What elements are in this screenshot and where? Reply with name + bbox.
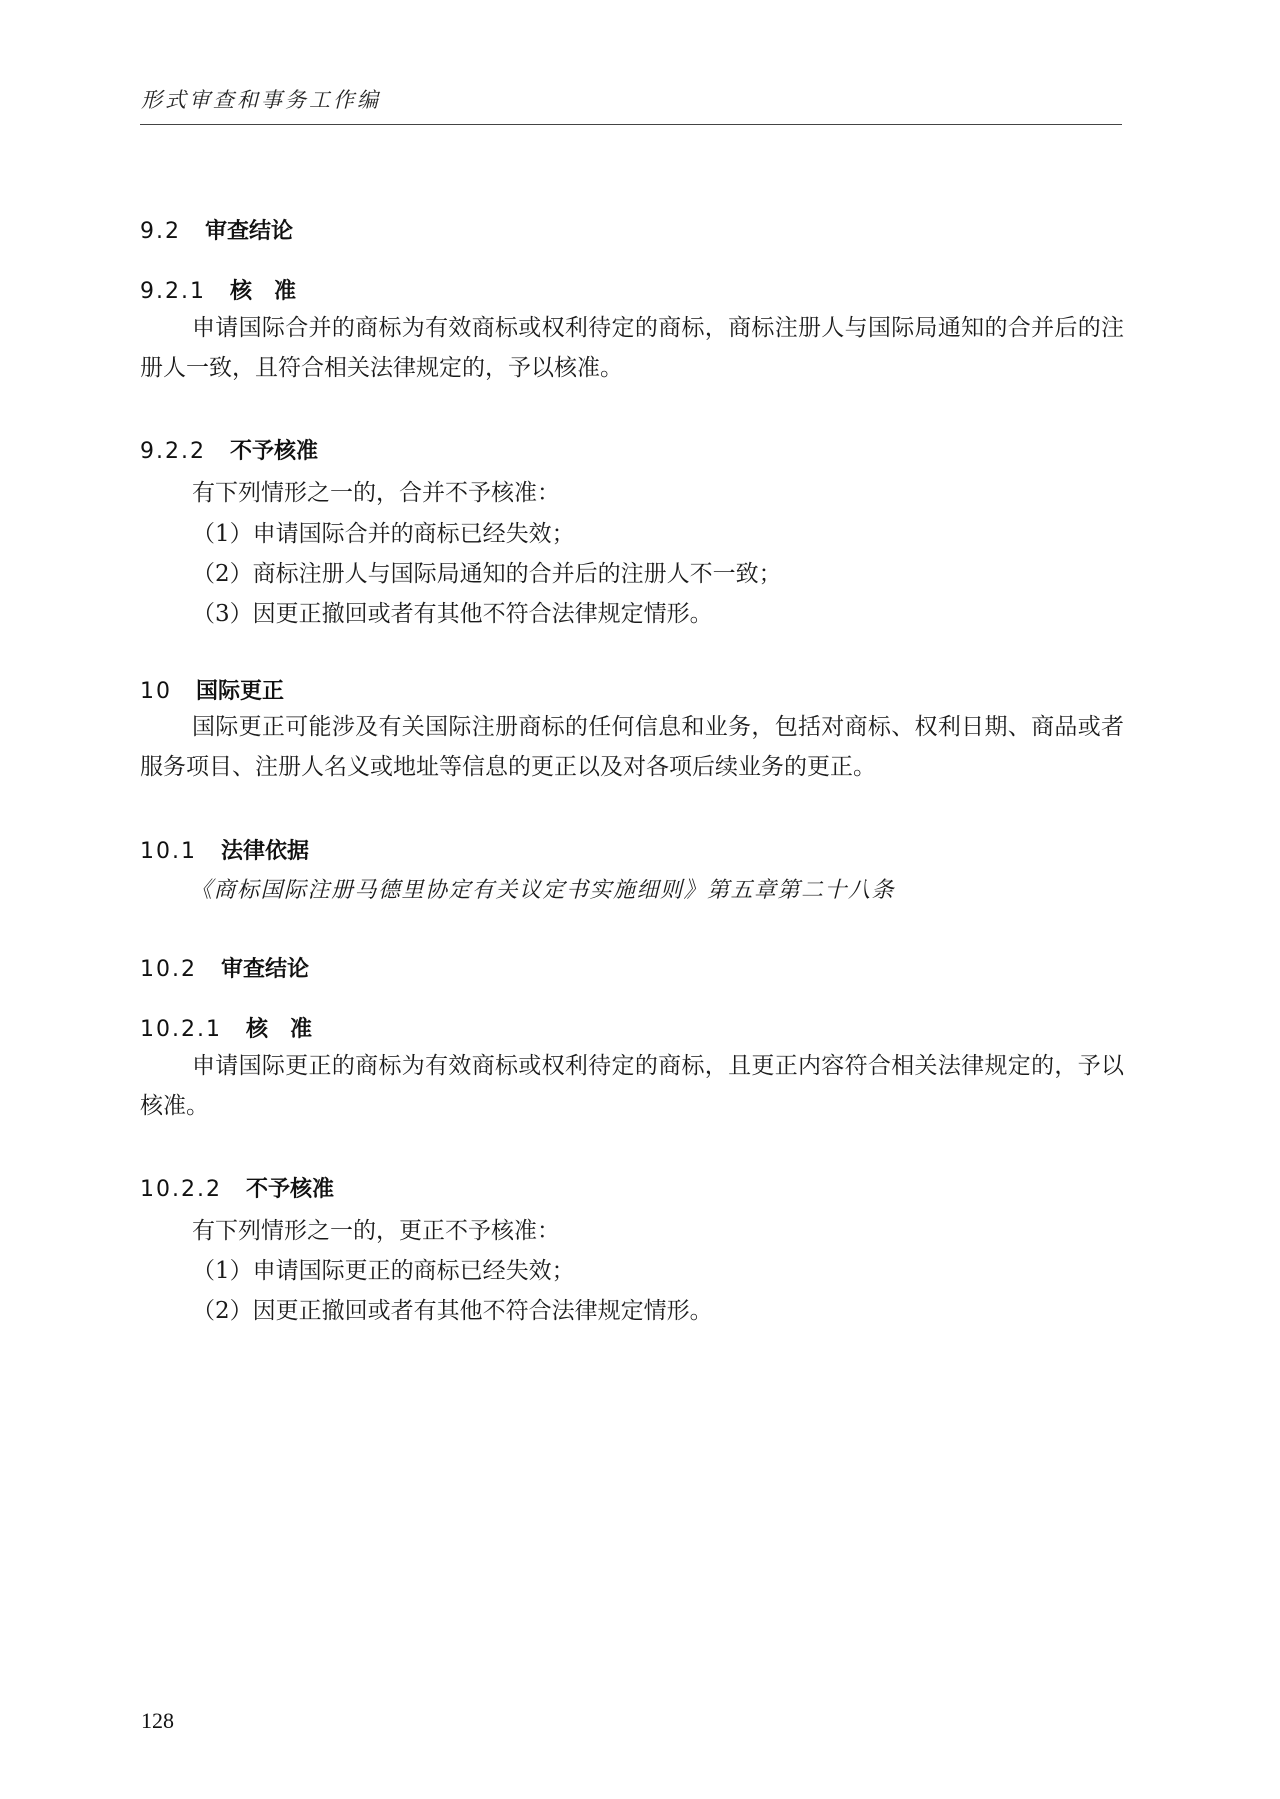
heading-number: 9.2.2 — [140, 439, 206, 464]
heading-9-2-2 — [140, 434, 318, 465]
heading-number: 9.2.1 — [140, 279, 206, 304]
heading-number: 10.2.1 — [140, 1017, 222, 1042]
heading-title: 核 准 — [245, 1017, 312, 1042]
legal-citation: 《商标国际注册马德里协定有关议定书实施细则》第五章第二十八条 — [190, 878, 896, 903]
paragraph-10: 国际更正可能涉及有关国际注册商标的任何信息和业务，包括对商标、权利日期、商品或者服务项目、注册人名义或地址等信息的更正以及对各项后续业务的更正。 — [140, 714, 1124, 780]
heading-title: 不予核准 — [245, 1177, 334, 1202]
heading-number: 10.2.2 — [140, 1177, 222, 1202]
heading-10-2 — [140, 952, 309, 983]
list-intro: 有下列情形之一的，更正不予核准： — [192, 1218, 560, 1244]
list-intro: 有下列情形之一的，合并不予核准： — [192, 480, 560, 506]
running-header-title: 形式审查和事务工作编 — [141, 88, 381, 112]
list-item: （2）商标注册人与国际局通知的合并后的注册人不一致； — [192, 561, 782, 587]
page-number: 128 — [141, 1708, 174, 1733]
heading-number: 10.2 — [140, 957, 197, 982]
heading-title: 审查结论 — [205, 219, 294, 244]
list-item: （1）申请国际合并的商标已经失效； — [192, 521, 575, 547]
heading-9-2-1 — [140, 274, 296, 305]
heading-number: 9.2 — [140, 219, 181, 244]
heading-title: 核 准 — [229, 279, 296, 304]
heading-10-1 — [140, 834, 309, 865]
heading-10-2-1 — [140, 1012, 312, 1043]
running-header — [140, 84, 1122, 125]
heading-title: 不予核准 — [229, 439, 318, 464]
heading-9-2 — [140, 214, 293, 245]
heading-title: 审查结论 — [220, 957, 309, 982]
heading-10-2-2 — [140, 1172, 334, 1203]
heading-10 — [140, 674, 284, 705]
heading-title: 法律依据 — [220, 839, 309, 864]
heading-number: 10.1 — [140, 839, 197, 864]
list-item: （3）因更正撤回或者有其他不符合法律规定情形。 — [192, 601, 713, 627]
heading-title: 国际更正 — [196, 679, 285, 704]
heading-number: 10 — [140, 679, 172, 704]
list-item: （2）因更正撤回或者有其他不符合法律规定情形。 — [192, 1298, 713, 1324]
list-item: （1）申请国际更正的商标已经失效； — [192, 1258, 575, 1284]
paragraph-10-2-1: 申请国际更正的商标为有效商标或权利待定的商标，且更正内容符合相关法律规定的，予以核准。 — [140, 1053, 1124, 1119]
paragraph-9-2-1: 申请国际合并的商标为有效商标或权利待定的商标，商标注册人与国际局通知的合并后的注册人一致，且符合相关法律规定的，予以核准。 — [140, 315, 1124, 381]
